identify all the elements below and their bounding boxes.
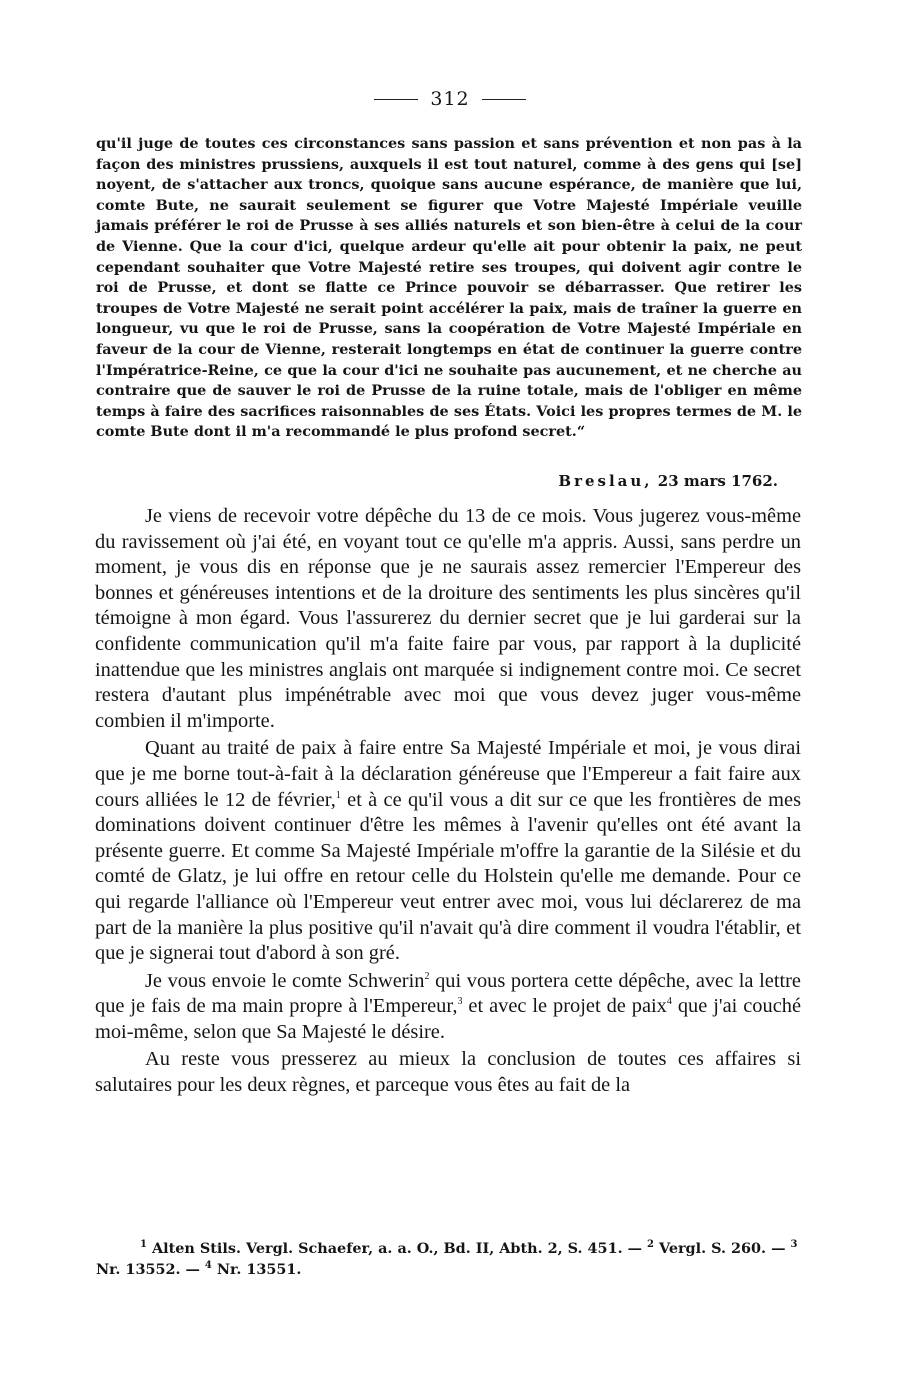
paragraph-text: que j'ai couché moi-même, selon que Sa Majesté le désire. <box>95 995 801 1043</box>
body-paragraph: Je viens de recevoir votre dépêche du 13 de ce mois. Vous jugerez vous-même du ravissement où j'ai été, en voyant tout ce qu'elle m'a appris. Aussi, sans perdre un moment, je vous dis en réponse que je ne saurais assez remercier l'Empereur des bonnes et généreuses intentions et de la droiture des sentiments les plus sincères qu'il témoigne à mon égard. Vous l'assurerez du dernier secret que je lui garderai sur la confidente communication qu'il m'a faite faire par vous, par rapport à la duplicité inattendue que les ministres anglais ont marquée si indignement contre moi. Ce secret restera d'autant plus impénétrable avec moi que vous devez juger vous-même combien il m'importe. <box>95 505 801 732</box>
paragraph-text: et à ce qu'il vous a dit sur ce que les frontières de mes dominations doivent continuer d'être les mêmes à l'avenir qu'elles ont été avant la présente guerre. Et comme Sa Majesté Impériale m'offre la garantie de la Silésie et du comté de Glatz, je lui offre en retour celle du Holstein qu'elle me demande. Pour ce qui regarde l'alliance où l'Empereur veut entrer avec moi, vous lui déclarerez de ma part de la manière la plus positive qu'il n'avait qu'à dire comment il voudra l'établir, et que je signerai tout d'abord à son gré. <box>95 788 802 965</box>
dateline-date: 23 mars 1762. <box>657 472 778 490</box>
footnote-number: 3 <box>790 1239 798 1251</box>
footnote-body: Vergl. S. 260. — <box>653 1240 791 1257</box>
body-paragraph <box>95 969 801 1046</box>
footnote-marker: 2 <box>424 970 430 982</box>
dateline-place: Breslau, <box>558 472 653 490</box>
footnote-text <box>96 1238 806 1280</box>
quoted-report-text: qu'il juge de toutes ces circonstances sans passion et sans prévention et non pas à la façon des ministres prussiens, auxquels il est tout naturel, comme à des gens qui [se] noyent, de s'attacher aux troncs, quoique sans aucune espérance, de manière que lui, comte Bute, ne saurait seulement se figurer que Votre Majesté Impériale veuille jamais préférer le roi de Prusse à ses alliés naturels et son bien-être à celui de la cour de Vienne. Que la cour d'ici, quelque ardeur qu'elle ait pour obtenir la paix, ne peut cependant souhaiter que Votre Majesté retire ses troupes, qui doivent agir contre le roi de Prusse, et dont se flatte ce Prince pouvoir se débarrasser. Que retirer les troupes de Votre Majesté ne serait point accélérer la paix, mais de traîner la guerre en longueur, vu que le roi de Prusse, sans la coopération de Votre Majesté Impériale en faveur de la cour de Vienne, resterait longtemps en état de continuer la guerre contre l'Impératrice-Reine, ce que la cour d'ici ne souhaite pas aucunement, et ne cherche au contraire que de sauver le roi de Prusse de la ruine totale, mais de l'obliger en même temps à faire des sacrifices raisonnables de ses États. Voici les propres termes de M. le comte Bute dont il m'a recommandé le plus profond secret.“ <box>96 135 802 441</box>
paragraph-text: et avec le projet de paix <box>462 995 667 1018</box>
dateline <box>96 472 778 490</box>
footnotes <box>96 1238 806 1280</box>
footnote-marker: 1 <box>335 789 341 801</box>
body-paragraph <box>95 736 801 966</box>
footnote-body: Nr. 13552. — <box>96 1261 205 1278</box>
body-paragraph: Au reste vous presserez au mieux la conclusion de toutes ces affaires si salutaires pour les deux règnes, et parceque vous êtes au fait de la <box>95 1048 801 1097</box>
footnote-body: Nr. 13551. <box>211 1261 302 1278</box>
header-rule-right <box>482 99 526 100</box>
footnote-marker: 4 <box>666 996 672 1008</box>
footnote-marker: 3 <box>457 996 463 1008</box>
header-rule-left <box>374 99 418 100</box>
footnote-body: Alten Stils. Vergl. Schaefer, a. a. O., Bd. II, Abth. 2, S. 451. — <box>146 1240 647 1257</box>
page-number: 312 <box>430 88 470 110</box>
footnote-number: 2 <box>647 1239 654 1251</box>
page-header <box>0 88 900 110</box>
letter-body <box>95 504 801 1101</box>
paragraph-text: qui vous portera cette dépêche, avec la lettre que je fais de ma main propre à l'Empereur, <box>95 969 801 1018</box>
footnote-number: 4 <box>204 1260 212 1272</box>
paragraph-text: Je vous envoie le comte Schwerin <box>145 969 425 992</box>
footnote-number: 1 <box>140 1239 147 1251</box>
paragraph-text: Quant au traité de paix à faire entre Sa Majesté Impériale et moi, je vous dirai que je me borne tout-à-fait à la déclaration généreuse que l'Empereur a fait faire aux cours alliées le 12 de février, <box>95 737 801 811</box>
quoted-report <box>96 134 802 443</box>
